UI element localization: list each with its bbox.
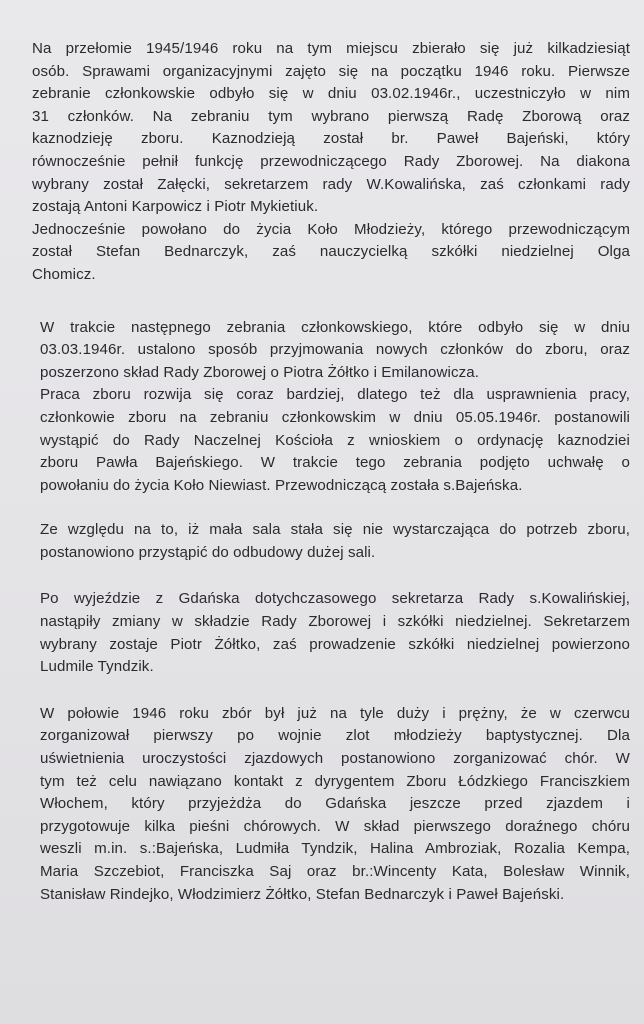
text-line: wybrany zostaje Piotr Żółtko, zaś prowadzenie szkółki niedzielnej powierzono	[40, 635, 630, 653]
text-line: wybrany został Załęcki, sekretarzem rady W.Kowalińska, zaś członkami rady	[32, 175, 630, 193]
text-line: zboru Pawła Bajeńskiego. W trakcie tego zebrania podjęto uchwałę o	[40, 454, 630, 472]
text-line: W trakcie następnego zebrania członkowskiego, które odbyło się w dniu	[40, 318, 630, 336]
text-line: uświetnienia uroczystości zjazdowych postanowiono zorganizować chór. W	[40, 750, 630, 768]
text-line: postanowiono przystąpić do odbudowy dużej sali.	[40, 543, 376, 561]
paragraph-secretary	[32, 588, 630, 678]
text-line: zebranie członkowskie odbyło się w dniu 03.02.1946r., uczestniczyło w nim	[32, 85, 630, 103]
text-line: Na przełomie 1945/1946 roku na tym miejscu zbierało się już kilkadziesiąt	[32, 40, 630, 57]
text-line: Jednocześnie powołano do życia Koło Młodzieży, którego przewodniczącym	[32, 220, 630, 238]
text-line: weszli m.in. s.:Bajeńska, Ludmiła Tyndzik, Halina Ambroziak, Rozalia Kempa,	[40, 840, 630, 858]
text-line: Włochem, który przyjeżdża do Gdańska jeszcze przed zjazdem i	[40, 795, 630, 813]
paragraph-founding	[32, 38, 630, 287]
text-line: powołaniu do życia Koło Niewiast. Przewodniczącą została s.Bajeńska.	[40, 476, 523, 494]
paragraph-choir	[32, 703, 630, 906]
paragraph-second-meeting	[32, 317, 630, 498]
text-line: wystąpić do Rady Naczelnej Kościoła z wnioskiem o ordynację kaznodziei	[40, 431, 630, 449]
text-line: W połowie 1946 roku zbór był już na tyle duży i prężny, że w czerwcu	[40, 704, 630, 722]
text-line: poszerzono skład Rady Zborowej o Piotra Żółtko i Emilanowicza.	[40, 363, 480, 381]
text-line: przygotowuje kilka pieśni chórowych. W skład pierwszego doraźnego chóru	[40, 817, 630, 835]
text-line: Stanisław Rindejko, Włodzimierz Żółtko, Stefan Bednarczyk i Paweł Bajeński.	[40, 885, 565, 903]
paragraph-hall	[32, 519, 630, 564]
text-line: został Stefan Bednarczyk, zaś nauczycielką szkółki niedzielnej Olga	[32, 243, 630, 261]
text-line: Ludmile Tyndzik.	[40, 658, 154, 676]
text-line: Po wyjeździe z Gdańska dotychczasowego sekretarza Rady s.Kowalińskiej,	[40, 590, 630, 608]
text-line: tym też celu nawiązano kontakt z dyrygentem Zboru Łódzkiego Franciszkiem	[40, 772, 630, 790]
text-line: zostają Antoni Karpowicz i Piotr Mykietiuk.	[32, 198, 319, 216]
text-line: Chomicz.	[32, 265, 96, 283]
text-line: zorganizował pierwszy po wojnie zlot młodzieży baptystycznej. Dla	[40, 727, 630, 745]
text-line: równocześnie pełnił funkcję przewodniczącego Rady Zborowej. Na diakona	[32, 152, 630, 170]
text-line: 03.03.1946r. ustalono sposób przyjmowania nowych członków do zboru, oraz	[40, 341, 630, 359]
text-line: Maria Szczebiot, Franciszka Saj oraz br.:Wincenty Kata, Bolesław Winnik,	[40, 863, 630, 880]
text-line: Ze względu na to, iż mała sala stała się nie wystarczająca do potrzeb zboru,	[40, 521, 630, 539]
text-line: Praca zboru rozwija się coraz bardziej, dlatego też dla usprawnienia pracy,	[40, 386, 630, 404]
text-line: 31 członków. Na zebraniu tym wybrano pierwszą Radę Zborową oraz	[32, 107, 630, 125]
text-line: osób. Sprawami organizacyjnymi zajęto się na początku 1946 roku. Pierwsze	[32, 62, 630, 80]
text-line: kaznodzieję zboru. Kaznodzieją został br. Paweł Bajeński, który	[32, 130, 630, 148]
text-line: nastąpiły zmiany w składzie Rady Zborowej i szkółki niedzielnej. Sekretarzem	[40, 613, 630, 631]
text-line: członkowie zboru na zebraniu członkowskim w dniu 05.05.1946r. postanowili	[40, 408, 630, 426]
